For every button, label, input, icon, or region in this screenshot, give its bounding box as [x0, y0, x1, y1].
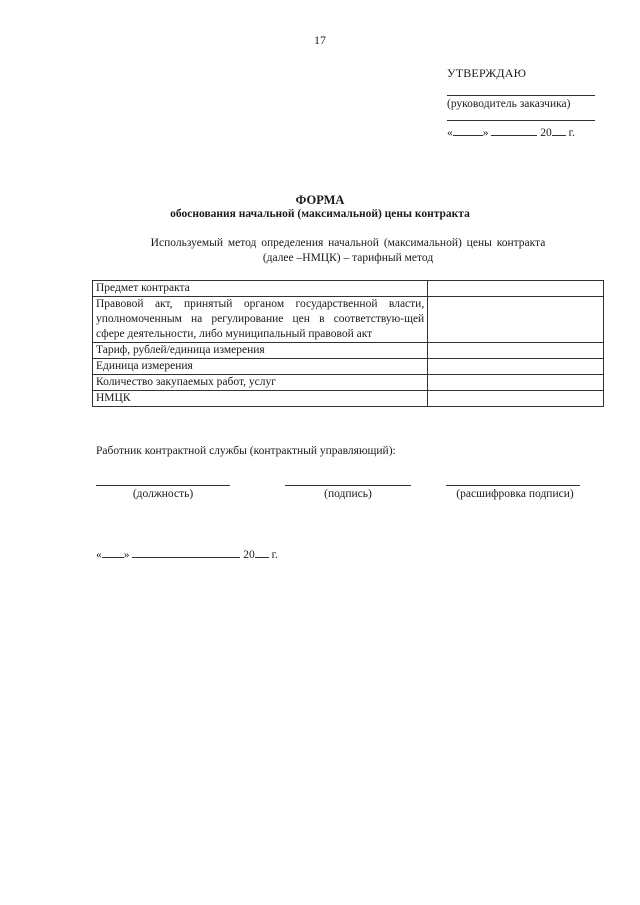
- bottom-month-blank: [132, 546, 240, 558]
- method-line-2: (далее –НМЦК) – тарифный метод: [262, 252, 434, 264]
- approval-date-line: [447, 120, 595, 121]
- approval-subtitle: (руководитель заказчика): [447, 98, 571, 110]
- approval-title: УТВЕРЖДАЮ: [447, 66, 527, 80]
- bottom-date-year: 20: [243, 549, 255, 561]
- form-subtitle: обоснования начальной (максимальной) цены контракта: [170, 208, 470, 220]
- approval-date-year: 20: [540, 127, 552, 139]
- approval-month-blank: [491, 124, 537, 136]
- position-line: [96, 485, 230, 486]
- approval-day-blank: [453, 124, 483, 136]
- row-label-tariff: Тариф, рублей/единица измерения: [93, 343, 428, 359]
- row-label-subject: Предмет контракта: [93, 281, 428, 297]
- signature-line: [285, 485, 411, 486]
- bottom-date-close: »: [123, 549, 130, 561]
- row-value-legal-act: [428, 297, 604, 343]
- position-caption: (должность): [132, 488, 194, 500]
- row-value-quantity: [428, 375, 604, 391]
- row-label-legal-act: Правовой акт, принятый органом государственной власти, уполномоченным на регулирование цен в соответствую-щей сфере деятельности, либо муниципальный правовой акт: [93, 297, 428, 343]
- approval-date-close: »: [482, 127, 489, 139]
- row-label-nmck: НМЦК: [93, 391, 428, 407]
- row-label-quantity: Количество закупаемых работ, услуг: [93, 375, 428, 391]
- form-title: ФОРМА: [295, 193, 345, 207]
- worker-label: Работник контрактной службы (контрактный управляющий):: [96, 445, 396, 457]
- bottom-year-blank: [255, 546, 269, 558]
- table-row: [93, 343, 604, 359]
- approval-date-suffix: г.: [568, 127, 575, 139]
- row-value-subject: [428, 281, 604, 297]
- signature-caption: (подпись): [324, 488, 372, 500]
- bottom-date-open: «: [96, 549, 102, 561]
- bottom-date-suffix: г.: [271, 549, 278, 561]
- approval-date-open: «: [447, 127, 453, 139]
- nmck-table: [92, 280, 604, 407]
- approval-date: [447, 124, 575, 139]
- bottom-date: [96, 546, 278, 561]
- row-value-nmck: [428, 391, 604, 407]
- approval-year-blank: [552, 124, 566, 136]
- table-row: [93, 391, 604, 407]
- approval-signature-line: [447, 95, 595, 96]
- method-line-1: Используемый метод определения начальной (максимальной) цены контракта: [150, 237, 546, 249]
- table-row: [93, 281, 604, 297]
- row-value-unit: [428, 359, 604, 375]
- decoding-line: [446, 485, 580, 486]
- page-number: 17: [314, 33, 326, 47]
- table-row: [93, 297, 604, 343]
- table-row: [93, 375, 604, 391]
- row-label-unit: Единица измерения: [93, 359, 428, 375]
- table-row: [93, 359, 604, 375]
- bottom-day-blank: [102, 546, 124, 558]
- row-value-tariff: [428, 343, 604, 359]
- decoding-caption: (расшифровка подписи): [456, 488, 574, 500]
